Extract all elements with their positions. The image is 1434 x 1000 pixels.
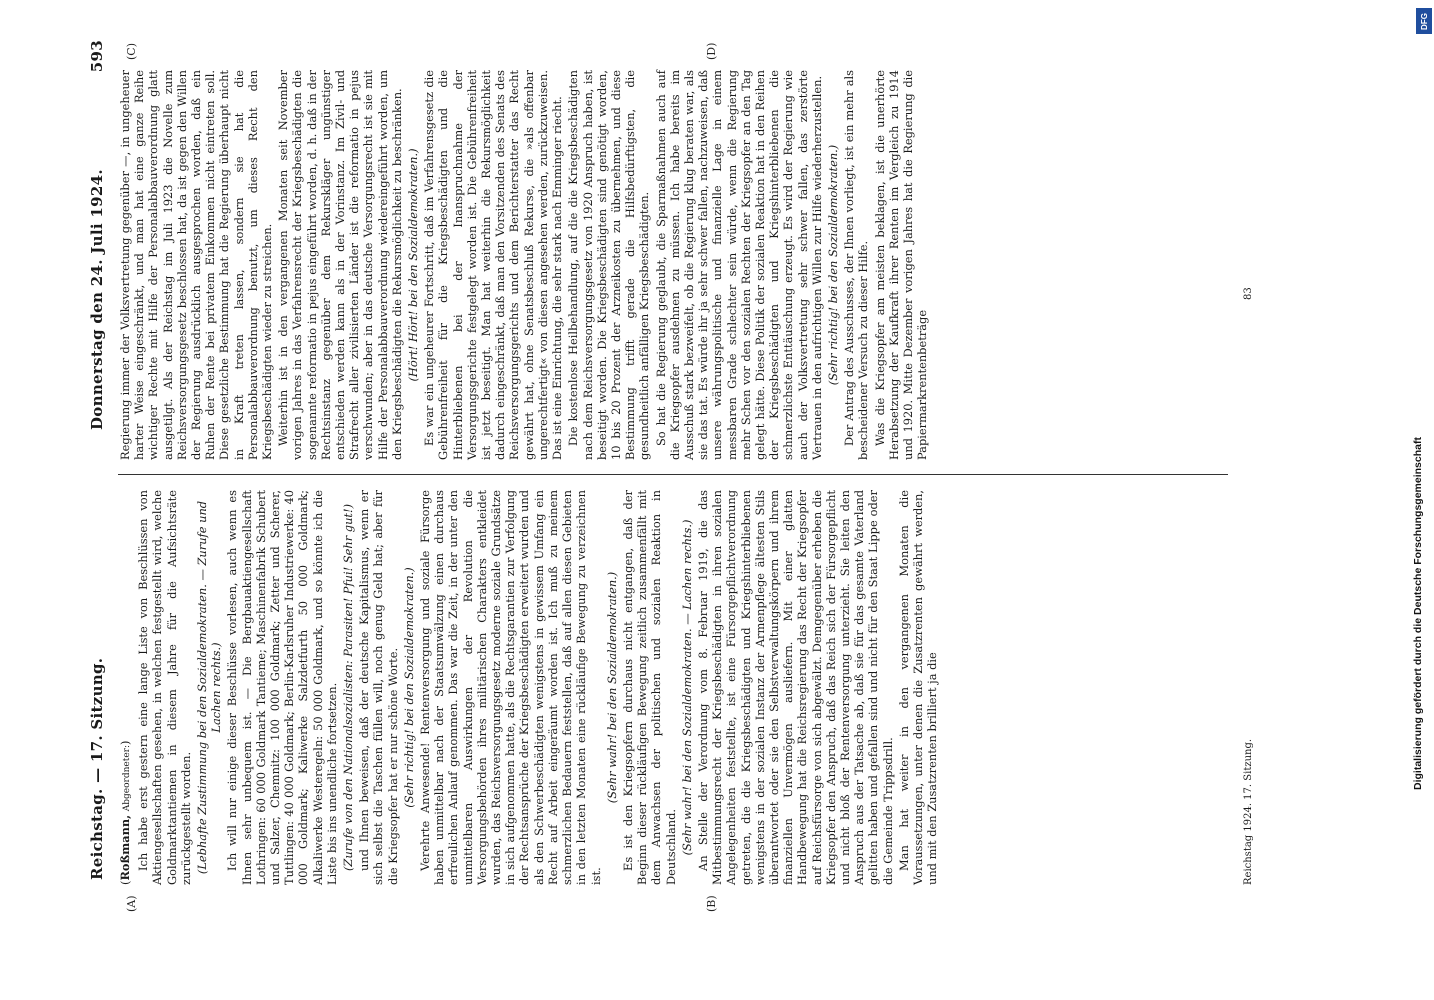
page-footer: Reichstag 1924. 17. Sitzung. — [1243, 738, 1254, 885]
speaker-name: Roßmann, — [118, 814, 132, 881]
paragraph: Man hat weiter in den vergangenen Monaten die Voraussetzungen, unter denen die Zusatzrenten gewährt werden, und mit den Zusatzrenten brilliert ja die — [896, 490, 940, 885]
dfg-logo: DFG — [1416, 8, 1432, 34]
margin-marker-d: (D) — [705, 42, 718, 60]
margin-marker-b: (B) — [705, 895, 718, 912]
paragraph: Ich will nur einige dieser Beschlüsse vorlesen, auch wenn es Ihnen sehr unbequem ist. — Die Bergbauaktiengesellschaft Lothringen: 60 000 Goldmark Tantieme; Maschinenfabrik Schubert und Salzer, Chemnitz: 100 000 Goldmark; Zetter und Scherer, Tuttlingen: 40 000 Goldmark; Berlin-Karlsruher Industriewerke: 40 000 Goldmark; Kaliwerke Salzdetfurth 50 000 Goldmark; Alkaliwerke Westeregeln: 50 000 Goldmark, und so könnte ich die Liste bis ins unendliche fortsetzen. — [225, 490, 339, 885]
paragraph: Es ist den Kriegsopfern durchaus nicht entgangen, daß der Beginn dieser rückläufigen Bewegung zeitlich zusammenfällt mit dem Anwachsen der politischen und sozialen Reaktion in Deutschland. — [620, 490, 678, 885]
interjection: (Zurufe von den Nationalsozialisten: Parasiten! Pfui! Sehr gut!) — [341, 503, 356, 872]
interjection: (Sehr wahr! bei den Sozialdemokraten.) — [604, 571, 619, 804]
page-number: 593 — [88, 40, 106, 73]
header-left: Reichstag. — 17. Sitzung. — [88, 657, 106, 880]
speaker-line: (Roßmann, Abgeordneter:) — [118, 740, 132, 885]
paragraph: Die kostenlose Heilbehandlung, auf die die Kriegsbeschädigten nach dem Reichsversorgungsgesetz von 1920 Anspruch haben, ist beseitigt worden. Die Kriegsbeschädigten sind genötigt worden, 10 bis 20 Prozent der Arzneikosten zu übernehmen, und diese Bestimmung trifft gerade die Hilfsbedürftigsten, die gesundheitlich anfälligen Kriegsbeschädigten. — [566, 70, 652, 460]
paragraph: und Ihnen beweisen, daß der deutsche Kapitalismus, wenn er sich selbst die Taschen füllen will, noch genug Geld hat; aber für die Kriegsopfer hat er nur schöne Worte. — [357, 490, 400, 885]
page-header — [88, 40, 110, 880]
interjection: (Sehr richtig! bei den Sozialdemokraten.) — [825, 144, 840, 386]
paragraph: So hat die Regierung geglaubt, die Sparmaßnahmen auch auf die Kriegsopfer ausdehnen zu müssen. Ich habe bereits im Ausschuß stark bezweifelt, ob die Regierung klug beraten war, als sie das tat. Es würde ihr ja sehr schwer fallen, nachzuweisen, daß unsere währungspolitische und finanzielle Lage in einem messbaren Grade schlechter sein würde, wenn die Regierung mehr Schen vor den sozialen Rechten der Kriegsopfer an den Tag gelegt hätte. Diese Politik der sozialen Reaktion hat in den Reihen der Kriegsbeschädigten und Kriegshinterbliebenen die schmerzlichste Enttäuschung erzeugt. Es wird der Regierung wie auch der Volksvertretung sehr schwer fallen, das zerstörte Vertrauen in den aufrichtigen Willen zur Hilfe wiederherzustellen. — [653, 70, 824, 460]
interjection: (Sehr wahr! bei den Sozialdemokraten. — Lachen rechts.) — [679, 519, 694, 856]
interjection: (Hört! Hört! bei den Sozialdemokraten.) — [406, 148, 421, 382]
paragraph: Es war ein ungeheurer Fortschritt, daß im Verfahrensgesetz die Gebührenfreiheit für die Kriegsbeschädigten und die Hinterbliebenen bei der Inanspruchnahme der Versorgungsgerichte festgelegt worden ist. Die Gebührenfreiheit ist jetzt beseitigt. Man hat weiterhin die Rekursmöglichkeit dadurch eingeschränkt, daß man den Vorsitzenden des Senats des Reichsversorgungsgerichts und dem Berichterstatter das Recht gewährt hat, ohne Senatsbeschluß Rekurse, die »als offenbar ungerechtfertigt« von diesen angesehen werden, zurückzuweisen. Das ist eine Einrichtung, die sehr stark nach Emminger riecht. — [422, 70, 565, 460]
dfg-credit: Digitalisierung gefördert durch die Deutsche Forschungsgemeinschaft — [1412, 437, 1424, 790]
interjection: (Sehr richtig! bei den Sozialdemokraten.) — [401, 567, 416, 808]
paragraph: Weiterhin ist in den vergangenen Monaten seit November vorigen Jahres in das Verfahrensrecht der Kriegsbeschädigten die sogenannte reformatio in pejus eingeführt worden, d. h. daß in der Rechtsinstanz gegenüber dem Rekurskläger ungünstiger entschieden werden kann als in der Vorinstanz. Im Zivil- und Strafrecht aller zivilisierten Länder ist die reformatio in pejus verschwunden; aber in das deutsche Versorgungsrecht ist sie mit Hilfe der Personalabbauverordnung wiedereingeführt worden, um den Kriegsbeschädigten die Rekursmöglichkeit zu beschränken. — [276, 70, 404, 460]
right-column — [118, 70, 1238, 460]
margin-marker-c: (C) — [125, 43, 138, 60]
paragraph: An Stelle der Verordnung vom 8. Februar 1919, die das Mitbestimmungsrecht der Kriegsbeschädigten in ihren sozialen Angelegenheiten feststellte, ist eine Fürsorgepflichtverordnung getreten, die die Kriegsbeschädigten und Kriegshinterbliebenen wenigstens in der sozialen Instanz der Armenpflege ältesten Stils überantwortet oder sie den Selbstverwaltungskörpern und ihrem finanziellen Unvermögen ausliefern. Mit einer glatten Handbewegung hat die Reichsregierung das Recht der Kriegsopfer auf Reichsfürsorge von sich abgewälzt. Demgegenüber erheben die Kriegsopfer den Anspruch, daß das Reich sich der Fürsorgepflicht und nicht bloß der Rentenversorgung unterzieht. Sie leiten den Anspruch aus der Tatsache ab, daß sie für das gesamte Vaterland gelitten haben und gefallen sind und nicht für den Staat Lippe oder die Gemeinde Trippsdrill. — [695, 490, 895, 885]
speaker-note: Abgeordneter: — [122, 745, 132, 812]
paragraph: Was die Kriegsopfer am meisten beklagen, ist die unerhörte Herabsetzung der Kaufkraft ihrer Renten im Vergleich zu 1914 und 1920. Mitte Dezember vorigen Jahres hat die Regierung die Papiermarkrentenbeträge — [872, 70, 930, 460]
paragraph: Ich habe erst gestern eine lange Liste von Beschlüssen von Aktiengesellschaften gesehen, in welchen festgestellt wird, welche Goldmarktantiemen in diesem Jahre für die Aufsichtsräte zurückgestellt worden. — [136, 490, 193, 885]
paragraph: Der Antrag des Ausschusses, der Ihnen vorliegt, ist ein mehr als bescheidener Versuch zu dieser Hilfe. — [842, 70, 871, 460]
left-column — [118, 490, 1238, 885]
interjection: (Lebhafte Zustimmung bei den Sozialdemokraten. — Zurufe und Lachen rechts.) — [195, 500, 224, 875]
margin-marker-a: (A) — [125, 895, 138, 912]
signature-mark: 83 — [1243, 287, 1254, 300]
paragraph: Regierung immer der Volksvertretung gegenüber —, in ungeheuer harter Weise eingeschränkt, und man hat eine ganze Reihe wichtiger Rechte mit Hilfe der Personalabbauverordnung glatt ausgetilgt. Als der Reichstag im Juli 1923 die Novelle zum Reichsversorgungsgesetz beschlossen hat, da ist gegen den Willen der Regierung ausdrücklich ausgesprochen worden, daß ein Ruhen der Rente bei privatem Einkommen nicht eintreten soll. Diese gesetzliche Bestimmung hat die Regierung überhaupt nicht in Kraft treten lassen, sondern sie hat die Personalabbauverordnung benutzt, um dieses Recht den Kriegsbeschädigten wieder zu streichen. — [118, 70, 275, 460]
column-divider — [118, 474, 1228, 475]
header-right: Donnerstag den 24. Juli 1924. — [88, 169, 106, 430]
paragraph: Verehrte Anwesende! Rentenversorgung und soziale Fürsorge haben unmittelbar nach der Staatsumwälzung einen durchaus erfreulichen Anlauf genommen. Das war die Zeit, in der unter den unmittelbaren Auswirkungen der Revolution die Versorgungsbehörden ihres militärischen Charakters entkleidet wurden, das Reichsversorgungsgesetz moderne soziale Grundsätze in sich aufgenommen hatte, als die Rechtsgarantien zur Verfolgung der Rechtsansprüche der Kriegsbeschädigten erweitert wurden und als den Schwerbeschädigten wenigstens in gewissem Umfang ein Recht auf Arbeit eingeräumt worden ist. Ich muß zu meinem schmerzlichen Bedauern feststellen, daß auf allen diesen Gebieten in den letzten Monaten eine rückläufige Bewegung zu verzeichnen ist. — [418, 490, 603, 885]
